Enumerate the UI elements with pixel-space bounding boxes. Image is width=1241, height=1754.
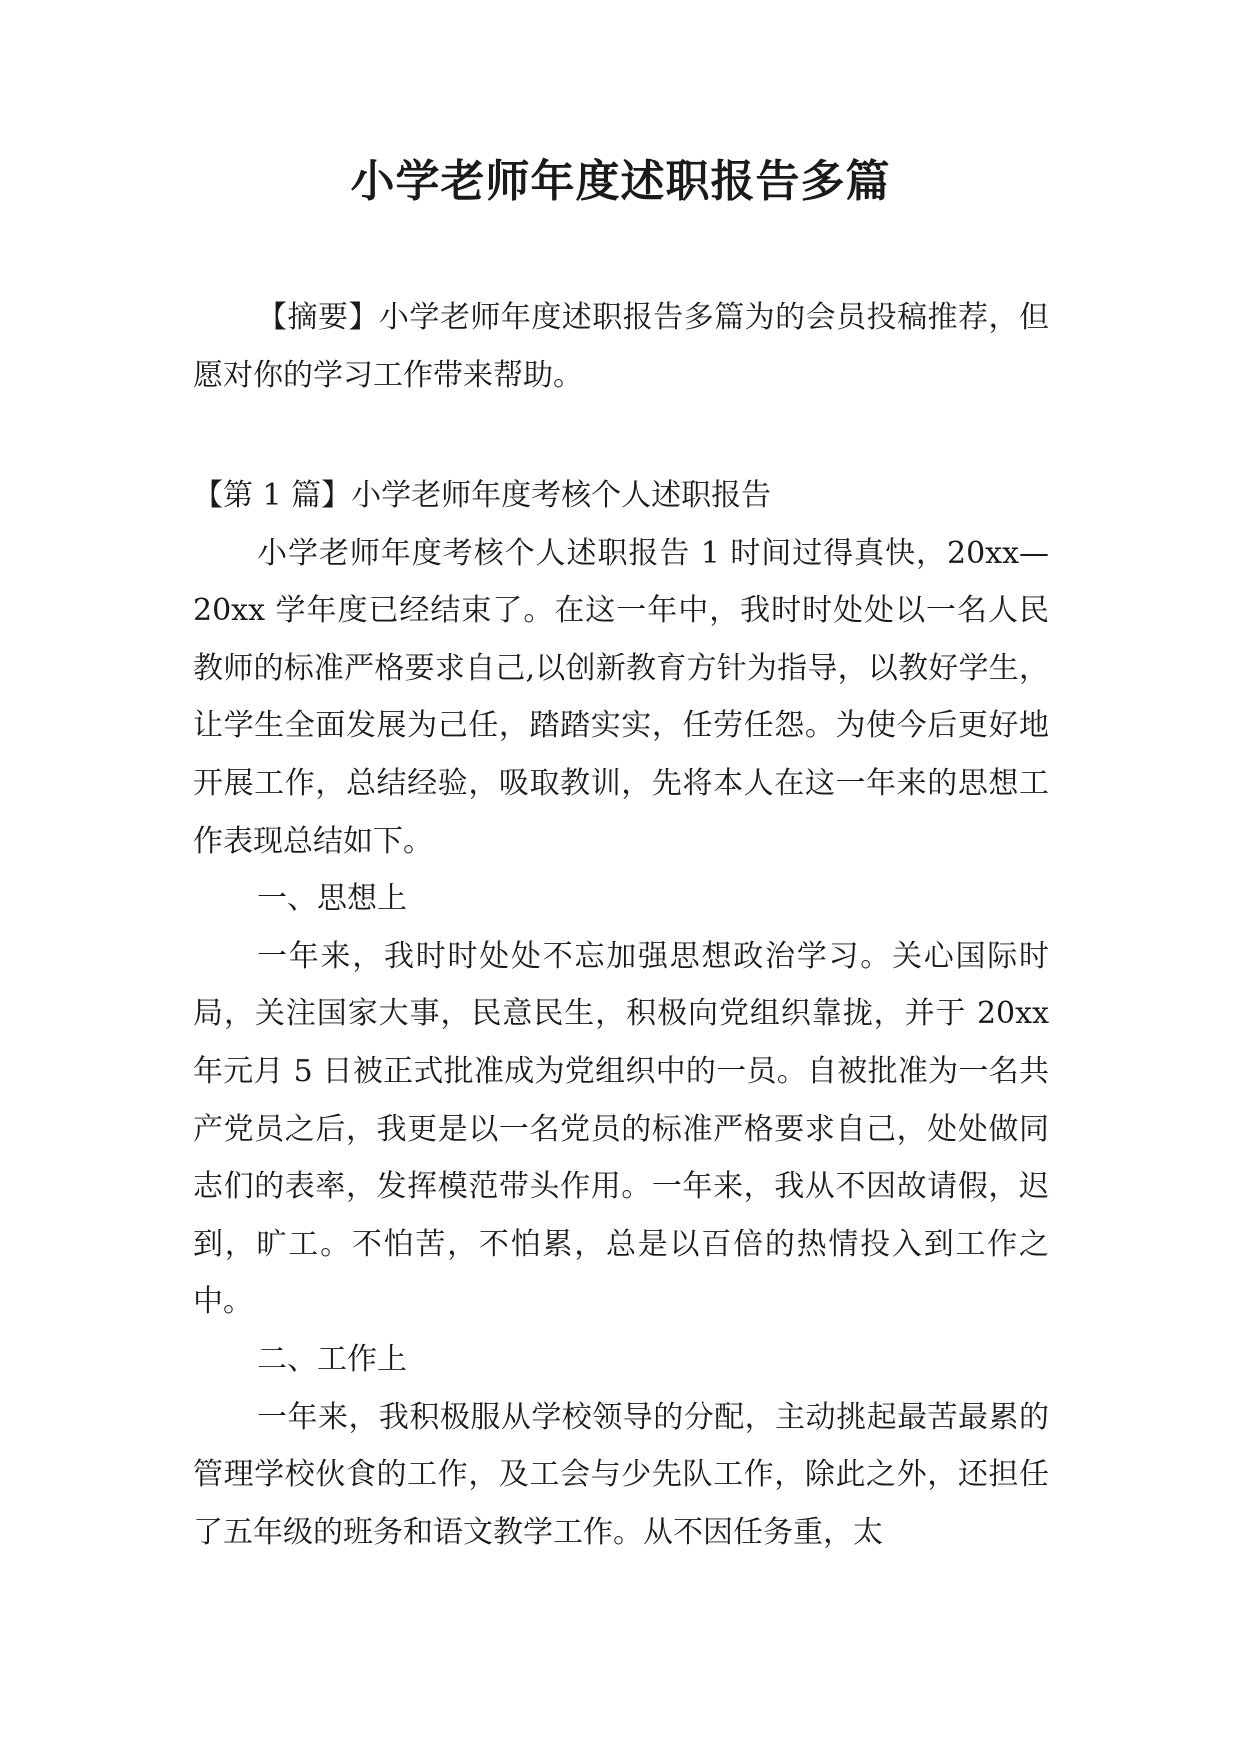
heading-ideology: 一、思想上 [257, 881, 407, 917]
document-title: 小学老师年度述职报告多篇 [350, 156, 891, 207]
heading-work: 二、工作上 [257, 1341, 407, 1377]
paragraph-work: 一年来，我积极服从学校领导的分配，主动挑起最苦最累的管理学校伙食的工作，及工会与少先队工作，除此之外，还担任了五年级的班务和语文教学工作。从不因任务重，太 [193, 1399, 1049, 1550]
section-heading: 【第 1 篇】小学老师年度考核个人述职报告 [193, 478, 772, 513]
main-content [193, 467, 1049, 1561]
abstract-paragraph: 【摘要】小学老师年度述职报告多篇为的会员投稿推荐，但愿对你的学习工作带来帮助。 [193, 300, 1049, 393]
paragraph-intro: 小学老师年度考核个人述职报告 1 时间过得真快，20xx—20xx 学年度已经结束了。在这一年中，我时时处处以一名人民教师的标准严格要求自己,以创新教育方针为指导，以教好学生，让学生全面发展为己任，踏踏实实，任劳任怨。为使今后更好地开展工作，总结经验，吸取教训，先将本人在这一年来的思想工作表现总结如下。 [193, 535, 1049, 859]
paragraph-ideology: 一年来，我时时处处不忘加强思想政治学习。关心国际时局，关注国家大事，民意民生，积极向党组织靠拢，并于 20xx 年元月 5 日被正式批准成为党组织中的一员。自被批准为一名共产党员之后，我更是以一名党员的标准严格要求自己，处处做同志们的表率，发挥模范带头作用。一年来，我从不因故请假，迟到，旷工。不怕苦，不怕累，总是以百倍的热情投入到工作之中。 [193, 938, 1049, 1320]
